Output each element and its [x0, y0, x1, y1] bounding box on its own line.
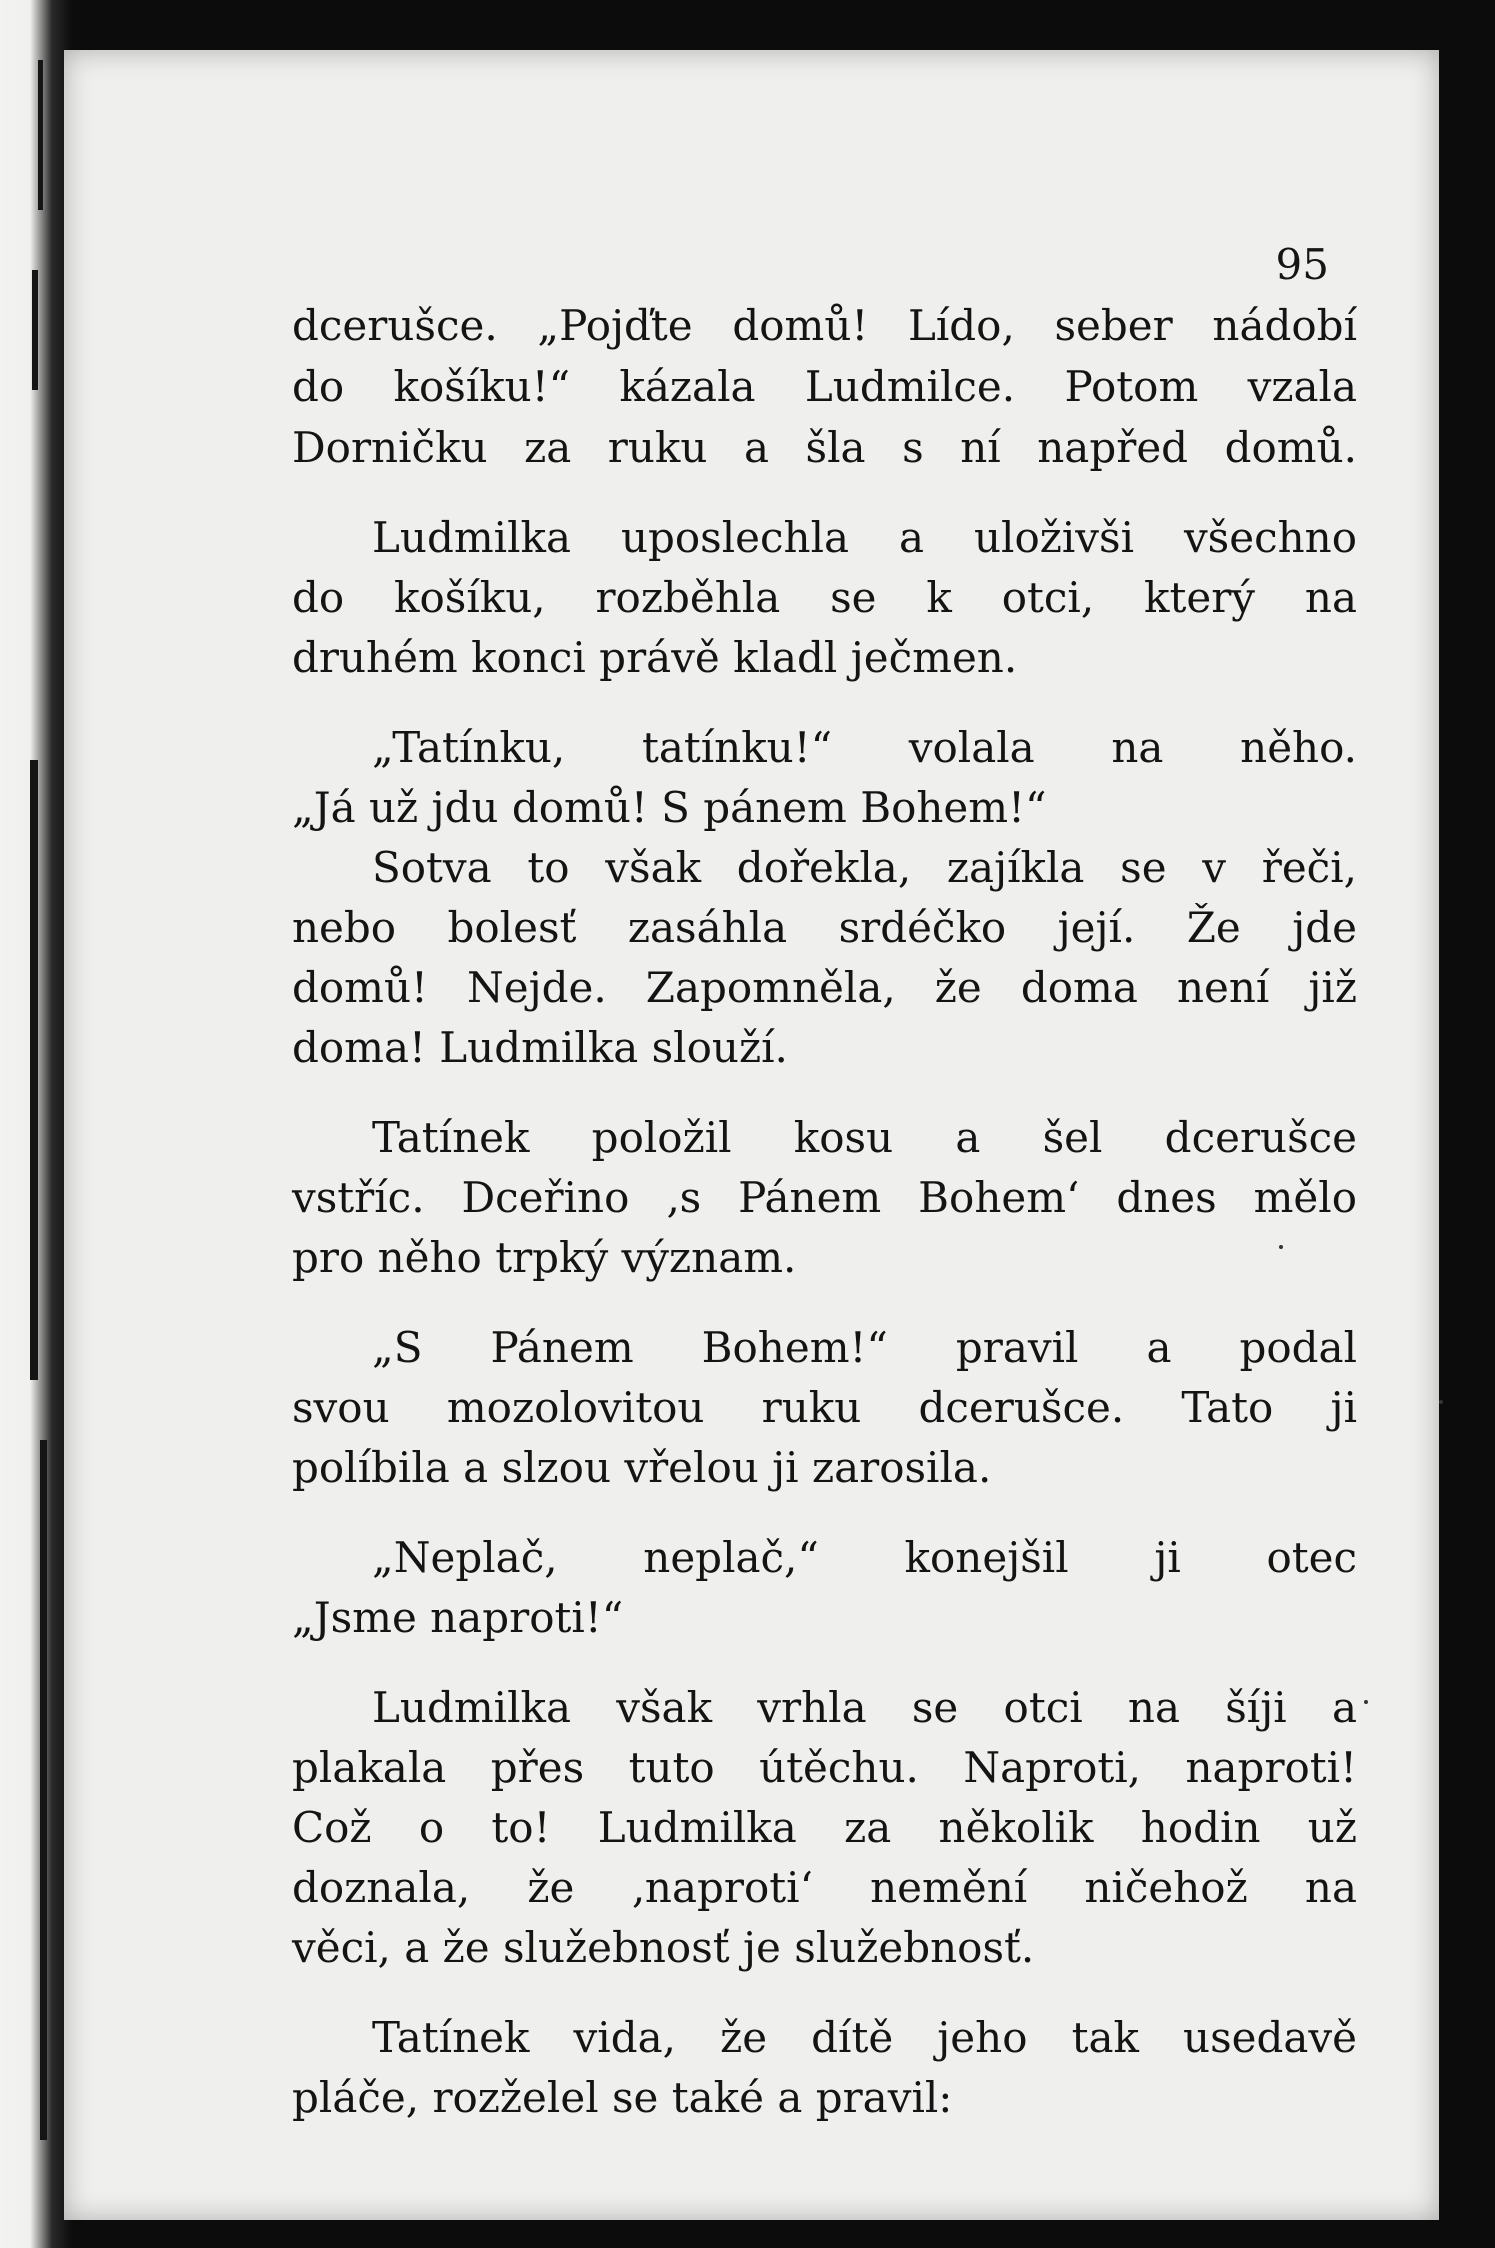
text-line: doma! Ludmilka slouží. [292, 1023, 788, 1072]
text-line: do košíku, rozběhla se k otci, který na [292, 573, 1357, 622]
scan-edge-mark [40, 1440, 47, 2140]
text-line: nebo bolesť zasáhla srdéčko její. Že jde [292, 903, 1357, 952]
print-speck [1364, 1700, 1368, 1704]
print-speck [1279, 1245, 1283, 1249]
text-line: plakala přes tuto útěchu. Naproti, naproti! [292, 1743, 1357, 1792]
text-line: „Já už jdu domů! S pánem Bohem!“ [292, 783, 1047, 832]
text-line: svou mozolovitou ruku dcerušce. Tato ji [292, 1383, 1357, 1432]
text-line: pláče, rozželel se také a pravil: [292, 2073, 953, 2122]
text-line: do košíku!“ kázala Ludmilce. Potom vzala [292, 362, 1357, 411]
text-line: domů! Nejde. Zapomněla, že doma není již [292, 963, 1357, 1012]
text-line: dcerušce. „Pojďte domů! Lído, seber nádobí [292, 301, 1357, 350]
text-line: Ludmilka uposlechla a uloživši všechno [372, 513, 1357, 562]
text-line: políbila a slzou vřelou ji zarosila. [292, 1443, 992, 1492]
page-number: 95 [1275, 240, 1329, 289]
text-line: vstříc. Dceřino ‚s Pánem Bohem‘ dnes mělo [292, 1173, 1357, 1222]
text-line: „Jsme naproti!“ [292, 1593, 624, 1642]
print-speck [1439, 1400, 1443, 1404]
scan-edge-mark [30, 760, 38, 1380]
text-line: věci, a že služebnosť je služebnosť. [292, 1923, 1035, 1972]
text-line: Dorničku za ruku a šla s ní napřed domů. [292, 423, 1357, 472]
text-line: Tatínek položil kosu a šel dcerušce [372, 1113, 1357, 1162]
text-line: doznala, že ‚naproti‘ nemění ničehož na [292, 1863, 1357, 1912]
text-line: Tatínek vida, že dítě jeho tak usedavě [372, 2013, 1357, 2062]
text-line: „Tatínku, tatínku!“ volala na něho. [372, 723, 1357, 772]
text-line: Sotva to však dořekla, zajíkla se v řeči, [372, 843, 1357, 892]
text-line: Což o to! Ludmilka za několik hodin už [292, 1803, 1357, 1852]
book-page [64, 50, 1439, 2220]
text-line: druhém konci právě kladl ječmen. [292, 633, 1018, 682]
text-line: Ludmilka však vrhla se otci na šíji a [372, 1683, 1357, 1732]
text-line: pro něho trpký význam. [292, 1233, 797, 1282]
scan-edge-mark [32, 270, 38, 390]
scan-edge-mark [38, 60, 43, 210]
text-line: „Neplač, neplač,“ konejšil ji otec [372, 1533, 1357, 1582]
text-line: „S Pánem Bohem!“ pravil a podal [372, 1323, 1357, 1372]
